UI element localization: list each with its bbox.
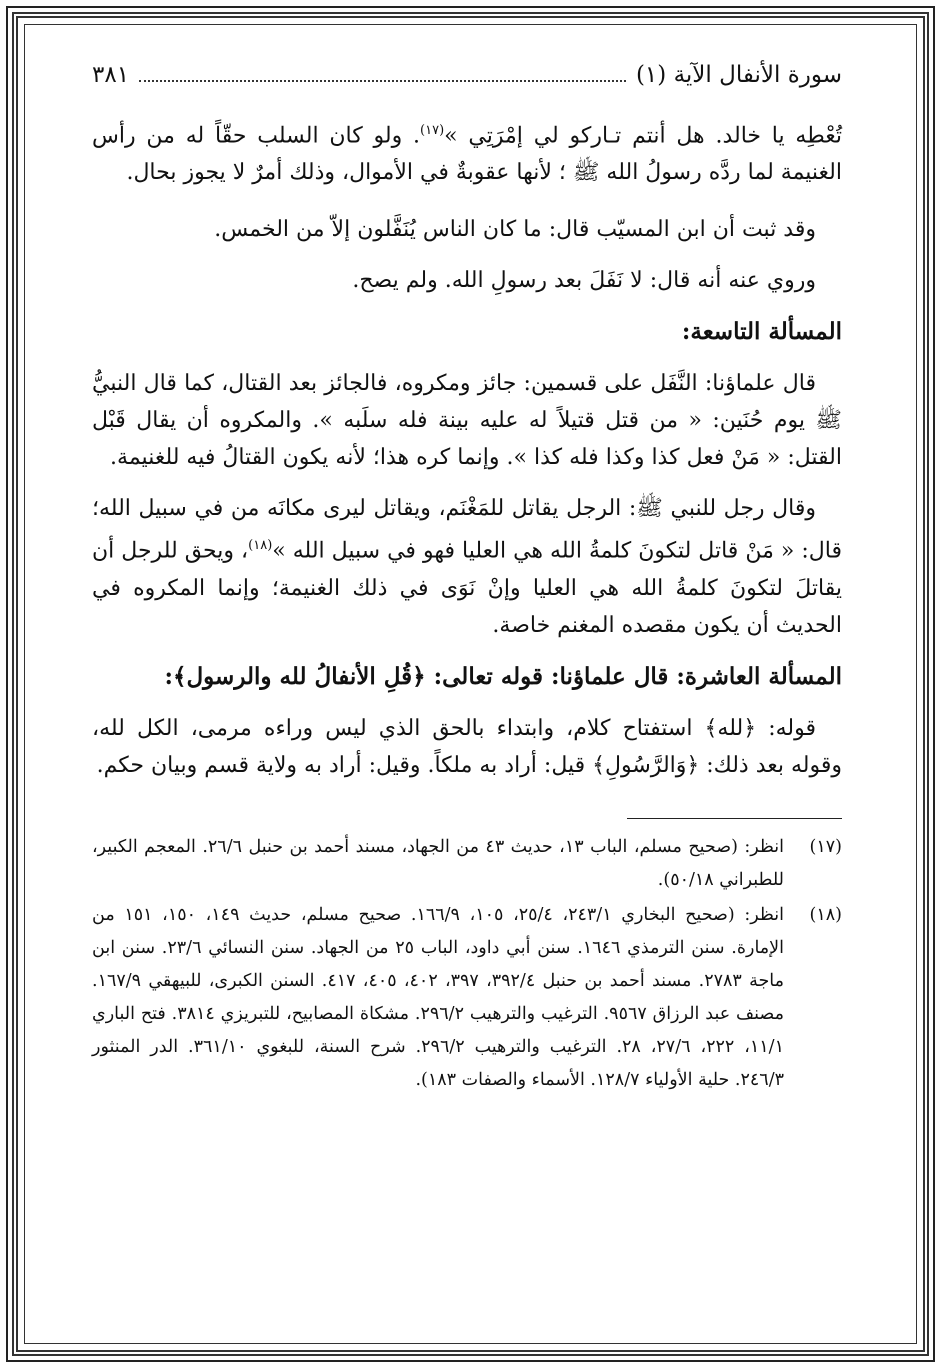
page-number: ٣٨١ [92,62,130,88]
paragraph-4: قال علماؤنا: النَّفَل على قسمين: جائز ومكروه، فالجائز بعد القتال، كما قال النبيُّ ﷺ يوم حُنَين: « من قتل قتيلاً له عليه بينة فله سلَبه ». والمكروه أن يقال قَبْل القتل: « مَنْ فعل كذا وكذا فله كذا ». وإنما كره هذا؛ لأنه يكون القتالُ فيه للغنيمة. [92,371,842,471]
paragraph-5-rest: ، ويحق للرجل أن يقاتلَ لتكونَ كلمةُ الله هي العليا وإنْ نَوَى في ذلك الغنيمة؛ وإنما المكروه في الحديث أن يكون مقصده المغنم خاصة. [92,538,842,638]
footnote-number: (١٧) [809,836,842,857]
paragraph-5-text: وقال رجل للنبي ﷺ: الرجل يقاتل للمَغْنَم، ويقاتل ليرى مكانَه من في سبيل الله؛ قال: « مَنْ قاتل لتكونَ كلمةُ الله هي العليا فهو في سبيل الله » [92,496,843,564]
section-heading-9: المسألة التاسعة: [681,318,842,346]
paragraph-5 [92,490,842,643]
paragraph-1-text: تُعْطِه يا خالد. هل أنتم تـاركو لي إمْرَتِي » [444,123,843,149]
surah-title: سورة الأنفال الآية (١) [635,62,842,88]
paragraph-1-rest: . ولو كان السلب حقّاً له من رأس الغنيمة لما ردَّه رسولُ الله ﷺ ؛ لأنها عقوبةٌ في الأموال، وذلك أمرٌ لا يجوز بحال. [92,123,842,186]
footnote-ref-18: (١٨) [248,538,273,554]
running-header [92,62,842,102]
footnote-18 [92,899,842,1097]
footnote-separator [627,818,842,819]
footnote-number: (١٨) [809,904,842,925]
footnote-text: انظر: (صحيح مسلم، الباب ١٣، حديث ٤٣ من الجهاد، مسند أحمد بن حنبل ٢٦/٦. المعجم الكبير، للطبراني ٥٠/١٨). [92,836,785,890]
footnote-text: انظر: (صحيح البخاري ٢٤٣/١، ٢٥/٤، ١٠٥، ١٦٦/٩. صحيح مسلم، حديث ١٤٩، ١٥٠، ١٥١ من الإمارة. سنن الترمذي ١٦٤٦. سنن أبي داود، الباب ٢٥ من الجهاد. سنن النسائي ٢٣/٦. سنن ابن ماجة ٢٧٨٣. مسند أحمد بن حنبل ٣٩٢/٤، ٣٩٧، ٤٠٢، ٤٠٥، ٤١٧. السنن الكبرى، للبيهقي ١٦٧/٩. مصنف عبد الرزاق ٩٥٦٧. الترغيب والترهيب ٢٩٦/٢. مشكاة المصابيح، للتبريزي ٣٨١٤. فتح الباري ١١/١، ٢٢٢، ٢٧/٦، ٢٨. الترغيب والترهيب ٢٩٦/٢. شرح السنة، للبغوي ٣٦١/١٠. الدر المنثور ٢٤٦/٣. حلية الأولياء ١٢٨/٧. الأسماء والصفات ١٨٣). [92,904,784,1090]
section-heading-10: المسألة العاشرة: قال علماؤنا: قوله تعالى: ﴿قُلِ الأنفالُ لله والرسول﴾: [164,662,842,690]
header-leader-dots [139,80,626,82]
paragraph-3: وروي عنه أنه قال: لا نَفَلَ بعد رسولِ الله. ولم يصح. [352,268,816,294]
paragraph-1 [92,112,842,191]
footnote-ref-17: (١٧) [420,123,445,138]
paragraph-6: قوله: ﴿لله﴾ استفتاح كلام، وابتداء بالحق الذي ليس وراءه مرمى، الكل لله، وقوله بعد ذلك: ﴿وَالرَّسُولِ﴾ قيل: أراد به ملكاً. وقيل: أراد به ولاية قسم وبيان حكم. [92,715,842,778]
book-page [92,62,842,1322]
footnote-17 [92,831,842,897]
paragraph-2: وقد ثبت أن ابن المسيّب قال: ما كان الناس يُنَفَّلون إلاّ من الخمس. [214,217,816,243]
